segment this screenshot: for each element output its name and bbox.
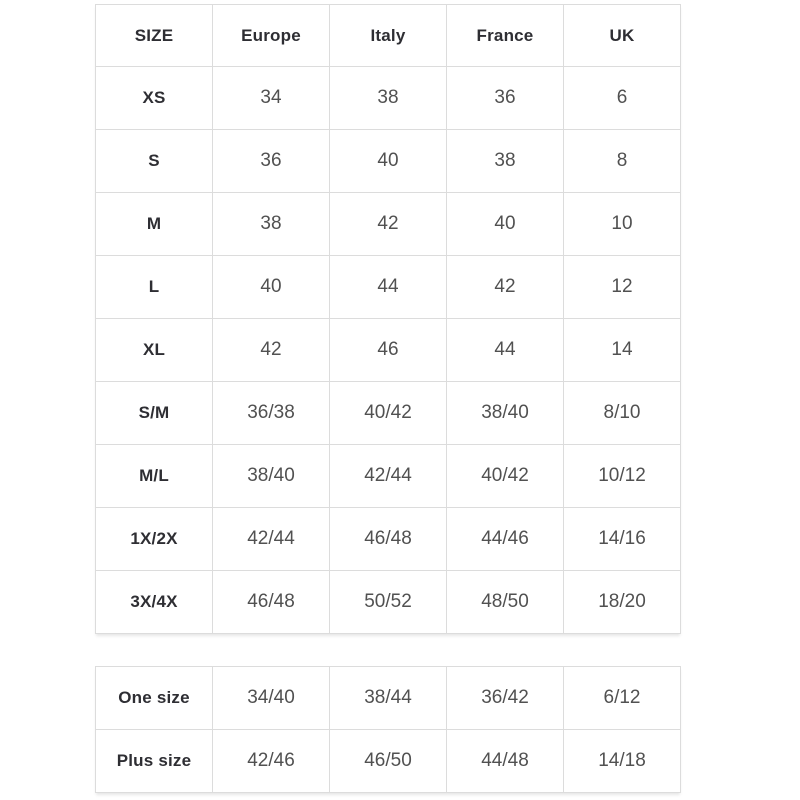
column-header-uk: UK bbox=[564, 5, 681, 67]
size-value-cell: 8 bbox=[564, 130, 681, 193]
row-label: M bbox=[96, 193, 213, 256]
size-value-cell: 46/50 bbox=[330, 730, 447, 793]
size-value-cell: 42/44 bbox=[213, 508, 330, 571]
column-header-france: France bbox=[447, 5, 564, 67]
table-row bbox=[96, 667, 681, 730]
size-value-cell: 14/16 bbox=[564, 508, 681, 571]
size-value-cell: 14 bbox=[564, 319, 681, 382]
size-value-cell: 42/46 bbox=[213, 730, 330, 793]
table-header bbox=[96, 5, 681, 67]
size-value-cell: 40 bbox=[213, 256, 330, 319]
column-header-size: SIZE bbox=[96, 5, 213, 67]
size-value-cell: 40/42 bbox=[330, 382, 447, 445]
table-row bbox=[96, 319, 681, 382]
size-value-cell: 44 bbox=[447, 319, 564, 382]
row-label: 1X/2X bbox=[96, 508, 213, 571]
size-value-cell: 44 bbox=[330, 256, 447, 319]
special-size-rows bbox=[96, 667, 681, 793]
size-value-cell: 38 bbox=[330, 67, 447, 130]
size-value-cell: 18/20 bbox=[564, 571, 681, 634]
table-row bbox=[96, 256, 681, 319]
size-value-cell: 48/50 bbox=[447, 571, 564, 634]
size-value-cell: 36 bbox=[213, 130, 330, 193]
size-value-cell: 40/42 bbox=[447, 445, 564, 508]
size-value-cell: 12 bbox=[564, 256, 681, 319]
size-value-cell: 36 bbox=[447, 67, 564, 130]
special-sizes-table bbox=[95, 666, 681, 793]
size-value-cell: 38/40 bbox=[213, 445, 330, 508]
table-row bbox=[96, 571, 681, 634]
size-value-cell: 42/44 bbox=[330, 445, 447, 508]
size-value-cell: 38/44 bbox=[330, 667, 447, 730]
size-value-cell: 38/40 bbox=[447, 382, 564, 445]
size-value-cell: 6/12 bbox=[564, 667, 681, 730]
table-row bbox=[96, 67, 681, 130]
size-value-cell: 46 bbox=[330, 319, 447, 382]
size-value-cell: 38 bbox=[447, 130, 564, 193]
row-label: 3X/4X bbox=[96, 571, 213, 634]
size-value-cell: 8/10 bbox=[564, 382, 681, 445]
row-label: L bbox=[96, 256, 213, 319]
header-row bbox=[96, 5, 681, 67]
size-conversion-table bbox=[95, 4, 681, 634]
size-value-cell: 38 bbox=[213, 193, 330, 256]
table-row bbox=[96, 445, 681, 508]
row-label: S bbox=[96, 130, 213, 193]
size-value-cell: 44/46 bbox=[447, 508, 564, 571]
size-value-cell: 40 bbox=[447, 193, 564, 256]
row-label: One size bbox=[96, 667, 213, 730]
size-value-cell: 46/48 bbox=[330, 508, 447, 571]
size-value-cell: 34 bbox=[213, 67, 330, 130]
size-value-cell: 34/40 bbox=[213, 667, 330, 730]
table-row bbox=[96, 508, 681, 571]
table-row bbox=[96, 193, 681, 256]
row-label: XS bbox=[96, 67, 213, 130]
column-header-europe: Europe bbox=[213, 5, 330, 67]
size-value-cell: 46/48 bbox=[213, 571, 330, 634]
size-value-cell: 10 bbox=[564, 193, 681, 256]
size-rows bbox=[96, 67, 681, 634]
column-header-italy: Italy bbox=[330, 5, 447, 67]
size-value-cell: 10/12 bbox=[564, 445, 681, 508]
size-value-cell: 14/18 bbox=[564, 730, 681, 793]
table-row bbox=[96, 730, 681, 793]
size-value-cell: 36/38 bbox=[213, 382, 330, 445]
table-row bbox=[96, 130, 681, 193]
size-value-cell: 42 bbox=[447, 256, 564, 319]
row-label: S/M bbox=[96, 382, 213, 445]
size-value-cell: 42 bbox=[213, 319, 330, 382]
size-value-cell: 6 bbox=[564, 67, 681, 130]
size-value-cell: 50/52 bbox=[330, 571, 447, 634]
row-label: M/L bbox=[96, 445, 213, 508]
size-value-cell: 42 bbox=[330, 193, 447, 256]
row-label: XL bbox=[96, 319, 213, 382]
size-value-cell: 44/48 bbox=[447, 730, 564, 793]
table-row bbox=[96, 382, 681, 445]
size-value-cell: 36/42 bbox=[447, 667, 564, 730]
row-label: Plus size bbox=[96, 730, 213, 793]
size-value-cell: 40 bbox=[330, 130, 447, 193]
